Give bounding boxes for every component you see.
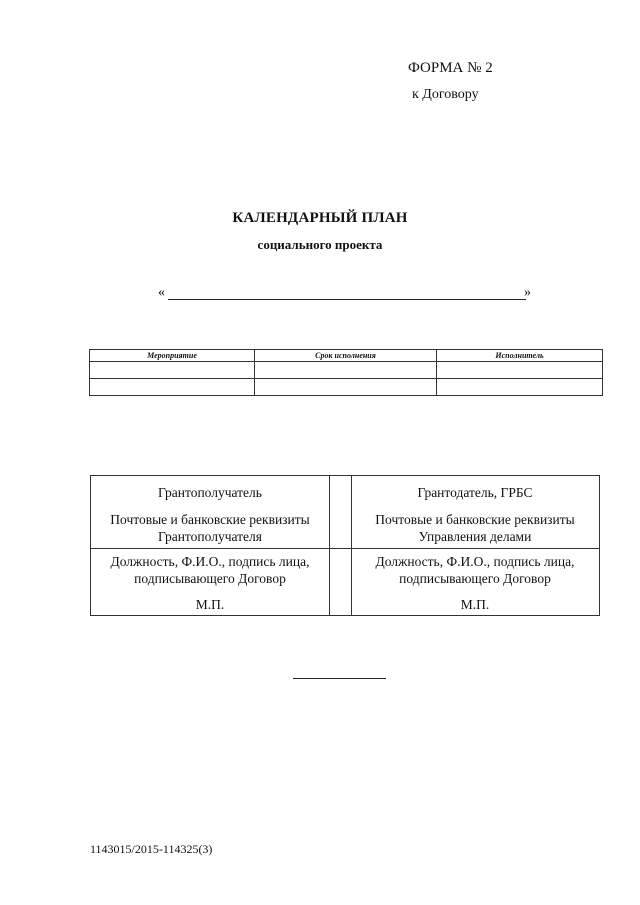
project-name-blank-line xyxy=(168,299,526,300)
table-cell xyxy=(255,362,437,379)
form-number: ФОРМА № 2 xyxy=(408,60,493,76)
table-row xyxy=(90,362,603,379)
grantor-signature-column xyxy=(350,476,600,615)
table-row xyxy=(90,379,603,396)
grantor-role: Грантодатель, ГРБС xyxy=(417,485,533,500)
column-header-executor: Исполнитель xyxy=(437,350,603,362)
table-cell xyxy=(90,379,255,396)
grantee-stamp: М.П. xyxy=(195,597,225,612)
grantee-role: Грантополучатель xyxy=(158,485,262,500)
calendar-plan-table xyxy=(89,349,603,396)
signature-block xyxy=(90,475,600,616)
grantor-stamp: М.П. xyxy=(460,597,490,612)
document-end-line xyxy=(293,678,386,679)
column-header-deadline: Срок исполнения xyxy=(255,350,437,362)
grantor-signer: Должность, Ф.И.О., подпись лица, подписывающего Договор xyxy=(375,554,575,586)
column-header-event: Мероприятие xyxy=(90,350,255,362)
form-reference: к Договору xyxy=(412,87,479,102)
table-cell xyxy=(90,362,255,379)
signature-spacer-column xyxy=(329,476,352,615)
document-code: 1143015/2015-114325(3) xyxy=(90,842,213,856)
grantee-details: Почтовые и банковские реквизиты Грантополучателя xyxy=(110,512,310,544)
table-cell xyxy=(437,379,603,396)
project-name-close-quote: » xyxy=(524,285,531,300)
page-subtitle: социального проекта xyxy=(257,237,383,252)
table-cell xyxy=(437,362,603,379)
grantee-signer: Должность, Ф.И.О., подпись лица, подписывающего Договор xyxy=(110,554,310,586)
grantor-details: Почтовые и банковские реквизиты Управления делами xyxy=(375,512,575,544)
grantee-signature-column xyxy=(91,476,329,615)
table-header-row xyxy=(90,350,603,362)
page-title: КАЛЕНДАРНЫЙ ПЛАН xyxy=(232,210,408,226)
table-cell xyxy=(255,379,437,396)
project-name-open-quote: « xyxy=(158,285,165,300)
